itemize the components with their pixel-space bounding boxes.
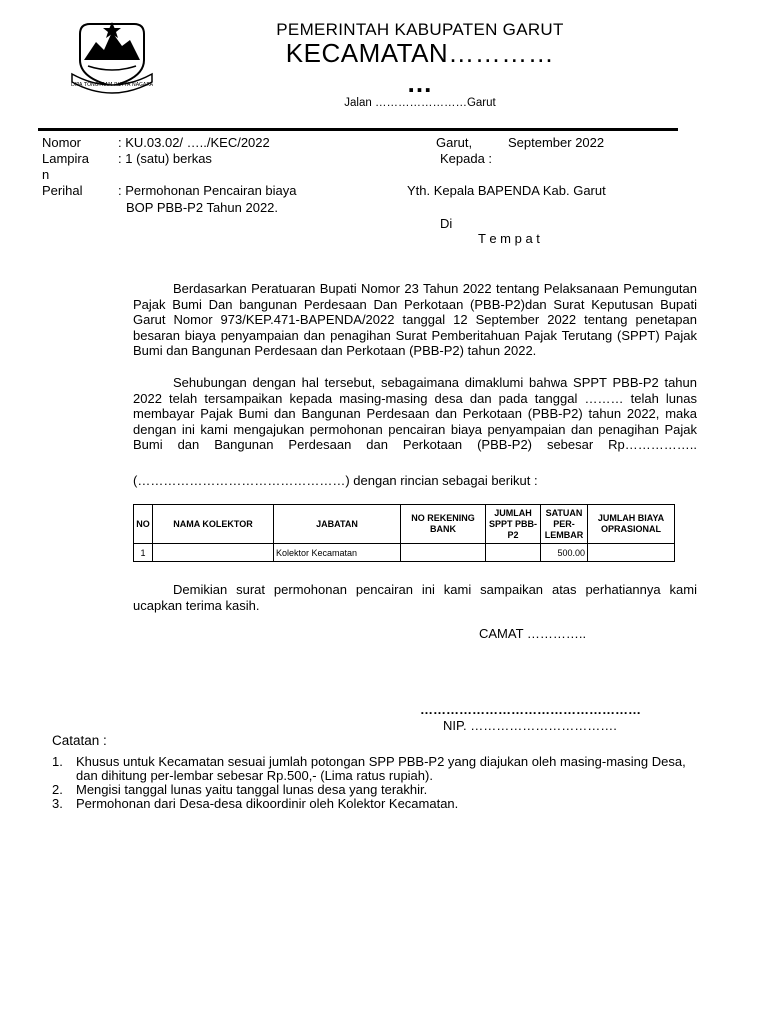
letter-place: Garut, [436,135,473,150]
cell-jumlah-sppt [486,544,541,562]
note-number: 2. [52,782,63,797]
address: Jalan ……………………Garut [344,97,496,109]
lampiran-label-wrap: n [42,167,50,182]
nomor-value: : KU.03.02/ …../KEC/2022 [118,135,270,150]
closing-paragraph: Demikian surat permohonan pencairan ini kami sampaikan atas perhatiannya kami ucapkan terima kasih. [133,582,697,613]
signatory-nip: NIP. ……………………………. [443,718,617,733]
cell-nama-kolektor [153,544,274,562]
note-number: 1. [52,754,63,769]
camat-title: CAMAT ………….. [479,626,587,641]
note-text: Khusus untuk Kecamatan sesuai jumlah potongan SPP PBB-P2 yang diajukan oleh masing-masing Desa, dan dihitung per-lembar sebesar Rp.500,- (Lima ratus rupiah). [76,754,686,783]
perihal-value: : Permohonan Pencairan biaya [118,183,297,198]
col-no-rekening: NO REKENING BANK [401,505,486,544]
collector-table [133,504,675,562]
paragraph-dasar: Berdasarkan Peratuaran Bupati Nomor 23 Tahun 2022 tentang Pelaksanaan Pemungutan Pajak Bumi Dan bangunan Perdesaan Dan Perkotaan (PBB-P2)dan Surat Keputusan Bupati Garut Nomor 973/KEP.471-BAPENDA/2022 tanggal 12 September 2022 tentang penetapan besaran biaya penyampaian dan penagihan Surat Pemberitahuan Pajak Terutang (SPPT) Pajak Bumi dan Bangunan Perdesaan dan Perkotaan (PBB-P2) tahun 2022. [133,281,697,359]
kepada-label: Kepada : [440,151,493,166]
list-item [52,755,692,783]
col-satuan: SATUAN PER-LEMBAR [541,505,588,544]
note-text: Mengisi tanggal lunas yaitu tanggal lunas desa yang terakhir. [76,782,428,797]
col-jumlah-biaya: JUMLAH BIAYA OPRASIONAL [588,505,675,544]
nomor-label: Nomor [42,135,82,150]
cell-jumlah-biaya [588,544,675,562]
perihal-value-2: BOP PBB-P2 Tahun 2022. [126,200,279,215]
cell-satuan: 500.00 [541,544,588,562]
cell-no: 1 [134,544,153,562]
list-item [52,783,692,797]
perihal-label: Perihal [42,183,83,198]
district-name: KECAMATAN………… [285,38,555,68]
government-name: PEMERINTAH KABUPATEN GARUT [276,20,564,39]
di-label: Di [440,216,453,231]
cell-jabatan: Kolektor Kecamatan [274,544,401,562]
notes-title: Catatan : [52,733,107,748]
col-no: NO [134,505,153,544]
lampiran-label: Lampira [42,151,89,166]
note-text: Permohonan dari Desa-desa dikoordinir oleh Kolektor Kecamatan. [76,796,459,811]
paragraph-permohonan-end: (…………………………………………) dengan rincian sebagai berikut : [133,473,538,488]
logo-motto: DIPA TONGTRAM RUYTA NAGARA [70,82,154,88]
header-divider [38,128,678,131]
list-item [52,797,692,811]
cell-no-rekening [401,544,486,562]
col-nama-kolektor: NAMA KOLEKTOR [153,505,274,544]
tempat-label: T e m p a t [478,231,540,246]
regency-logo [70,16,154,96]
col-jumlah-sppt: JUMLAH SPPT PBB-P2 [486,505,541,544]
recipient: Yth. Kepala BAPENDA Kab. Garut [407,183,606,198]
notes-list [52,755,692,811]
lampiran-value: : 1 (satu) berkas [118,151,212,166]
table-header-row [134,505,675,544]
note-number: 3. [52,796,63,811]
letter-date: September 2022 [508,135,605,150]
table-row [134,544,675,562]
col-jabatan: JABATAN [274,505,401,544]
district-name-ellipsis: … [406,68,434,98]
paragraph-permohonan: Sehubungan dengan hal tersebut, sebagaimana dimaklumi bahwa SPPT PBB-P2 tahun 2022 telah tersampaikan kepada masing-masing desa dan pada tanggal ……… telah lunas membayar Pajak Bumi dan Bangunan Perdesaan dan Perkotaan (PBB-P2) tahun 2022, maka dengan ini kami mengajukan permohonan pencairan biaya penyampaian dan penagihan Pajak Bumi dan Bangunan Perdesaan dan Perkotaan (PBB-P2) sebesar Rp…………….. [133,375,697,453]
signatory-name-line: …………………………………………… [420,702,641,717]
